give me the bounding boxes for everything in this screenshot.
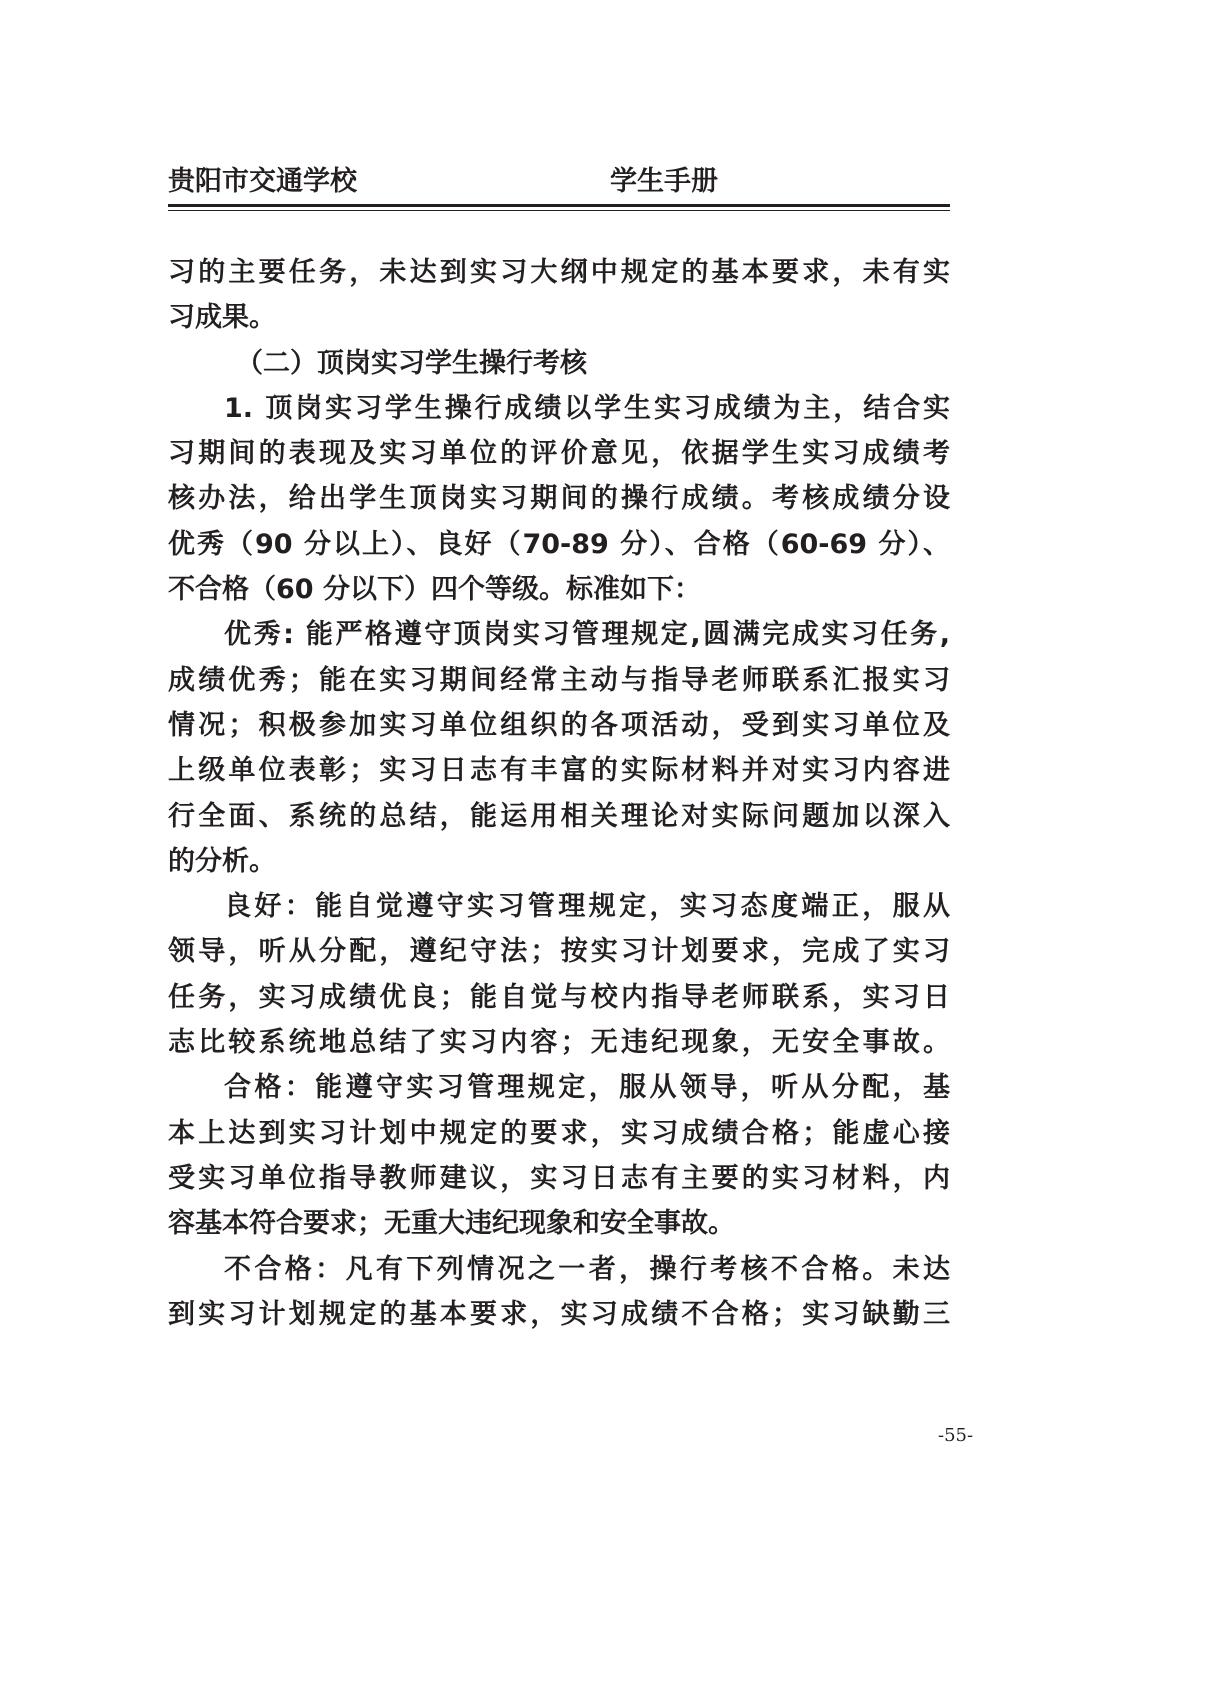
paragraph-first-line: 合格：能遵守实习管理规定，服从领导，听从分配，基 [224, 1072, 950, 1104]
body-line: 志比较系统地总结了实习内容；无违纪现象，无安全事故。 [168, 1027, 950, 1059]
body-line: 本上达到实习计划中规定的要求，实习成绩合格；能虚心接 [168, 1117, 950, 1149]
body-line: 成绩优秀；能在实习期间经常主动与指导老师联系汇报实习 [168, 664, 950, 696]
section-heading: （二）顶岗实习学生操行考核 [236, 347, 587, 379]
paragraph-first-line: 不合格：凡有下列情况之一者，操行考核不合格。未达 [224, 1253, 950, 1285]
header-rule-thin [168, 210, 950, 211]
body-line: 行全面、系统的总结，能运用相关理论对实际问题加以深入 [168, 800, 950, 832]
paragraph-first-line: 优秀: 能严格遵守顶岗实习管理规定,圆满完成实习任务, [224, 619, 950, 651]
body-line: 习期间的表现及实习单位的评价意见，依据学生实习成绩考 [168, 438, 950, 470]
body-line: 习的主要任务，未达到实习大纲中规定的基本要求，未有实 [168, 257, 950, 288]
body-line: 的分析。 [168, 845, 276, 877]
body-line: 领导，听从分配，遵纪守法；按实习计划要求，完成了实习 [168, 936, 950, 968]
body-line: 任务，实习成绩优良；能自觉与校内指导老师联系，实习日 [168, 981, 950, 1013]
body-line: 容基本符合要求；无重大违纪现象和安全事故。 [168, 1208, 735, 1240]
paragraph-first-line: 1. 顶岗实习学生操行成绩以学生实习成绩为主，结合实 [224, 392, 950, 424]
body-line: 受实习单位指导教师建议，实习日志有主要的实习材料，内 [168, 1162, 950, 1194]
body-line: 到实习计划规定的基本要求，实习成绩不合格；实习缺勤三 [168, 1298, 950, 1330]
body-text [168, 250, 950, 1337]
header-school-name: 贵阳市交通学校 [168, 166, 357, 197]
body-line: 核办法，给出学生顶岗实习期间的操行成绩。考核成绩分设 [168, 483, 950, 515]
header-book-title: 学生手册 [610, 166, 718, 197]
body-line: 不合格（60 分以下）四个等级。标准如下： [168, 574, 701, 606]
running-header [168, 162, 950, 202]
body-line: 上级单位表彰；实习日志有丰富的实际材料并对实习内容进 [168, 755, 950, 787]
header-rule-thick [168, 204, 950, 207]
paragraph-first-line: 良好：能自觉遵守实习管理规定，实习态度端正，服从 [224, 891, 950, 923]
page-number: -55- [938, 1425, 974, 1446]
body-line: 习成果。 [168, 302, 276, 334]
body-line: 情况；积极参加实习单位组织的各项活动，受到实习单位及 [168, 709, 950, 741]
body-line: 优秀（90 分以上）、良好（70-89 分）、合格（60-69 分）、 [168, 528, 950, 560]
